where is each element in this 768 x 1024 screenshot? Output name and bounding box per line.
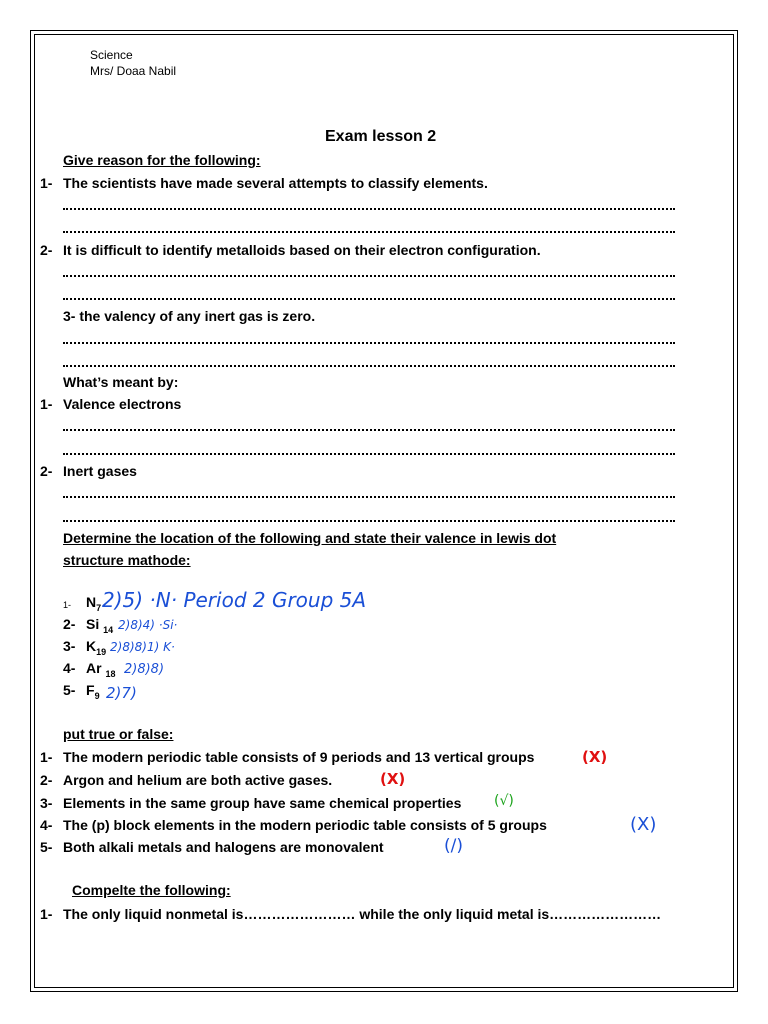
answer-line	[63, 296, 675, 300]
item-number: 3-	[63, 638, 76, 654]
item-number: 2-	[40, 772, 53, 788]
element-symbol: Ar $_{18}$	[86, 660, 116, 679]
handwritten-answer: 2)8)8)1) K·	[110, 640, 175, 654]
question-text: It is difficult to identify metalloids based on their electron configuration.	[63, 242, 541, 258]
question-text: 3- the valency of any inert gas is zero.	[63, 308, 316, 324]
green-check-mark: (√)	[494, 793, 514, 809]
handwritten-answer: 2)8)8)	[124, 662, 165, 677]
item-number: 5-	[63, 682, 76, 698]
answer-line	[63, 518, 675, 522]
blue-x-mark: (X)	[630, 814, 657, 835]
answer-line	[63, 363, 675, 367]
answer-line	[63, 494, 675, 498]
statement-text: Argon and helium are both active gases.	[63, 772, 333, 788]
question-text: Inert gases	[63, 463, 137, 479]
statement-text: Both alkali metals and halogens are monovalent	[63, 839, 384, 855]
item-number: 4-	[40, 817, 53, 833]
answer-line	[63, 340, 675, 344]
section-heading-location-cont: structure mathode:	[63, 552, 191, 568]
element-symbol: $F_9$	[86, 682, 100, 701]
fill-in-text: The only liquid nonmetal is…………………… while the only liquid metal is……………………	[63, 906, 662, 922]
element-symbol: Si $_{14}$	[86, 616, 114, 635]
answer-line	[63, 427, 675, 431]
item-number: 2-	[40, 463, 53, 479]
handwritten-answer: 2)7)	[106, 684, 137, 702]
item-number: 1-	[40, 906, 53, 922]
statement-text: The modern periodic table consists of 9 periods and 13 vertical groups	[63, 749, 535, 765]
section-heading-meaning: What’s meant by:	[63, 374, 179, 390]
red-x-mark: (X)	[380, 770, 406, 788]
item-number: 1-	[40, 749, 53, 765]
item-number: 4-	[63, 660, 76, 676]
question-text: The scientists have made several attempts to classify elements.	[63, 175, 488, 191]
item-number: 1-	[40, 396, 53, 412]
answer-line	[63, 273, 675, 277]
subject-label: Science	[90, 48, 133, 62]
item-number: 3-	[40, 795, 53, 811]
answer-line	[63, 206, 675, 210]
teacher-label: Mrs/ Doaa Nabil	[90, 64, 177, 78]
section-heading-complete: Compelte the following:	[72, 882, 231, 898]
red-x-mark: (X)	[582, 748, 608, 766]
item-number: 2-	[63, 616, 76, 632]
answer-line	[63, 451, 675, 455]
item-number: 1-	[40, 175, 53, 191]
section-heading-true-false: put true or false:	[63, 726, 174, 742]
answer-line	[63, 229, 675, 233]
question-text: Valence electrons	[63, 396, 182, 412]
page-title: Exam lesson 2	[325, 128, 437, 145]
element-symbol: $N_7$	[86, 594, 102, 613]
element-symbol: $K_{19}$	[86, 638, 107, 657]
item-number: 5-	[40, 839, 53, 855]
section-heading-reasons: Give reason for the following:	[63, 152, 261, 168]
blue-check-mark: (/)	[444, 836, 463, 856]
handwritten-answer: 2)8)4) ·Si·	[118, 618, 178, 632]
handwritten-answer: 2)5) ·N· Period 2 Group 5A	[102, 588, 367, 612]
statement-text: The (p) block elements in the modern periodic table consists of 5 groups	[63, 817, 547, 833]
statement-text: Elements in the same group have same chemical properties	[63, 795, 462, 811]
item-number: 1-	[63, 600, 72, 610]
item-number: 2-	[40, 242, 53, 258]
section-heading-location: Determine the location of the following and state their valence in lewis dot	[63, 530, 557, 546]
